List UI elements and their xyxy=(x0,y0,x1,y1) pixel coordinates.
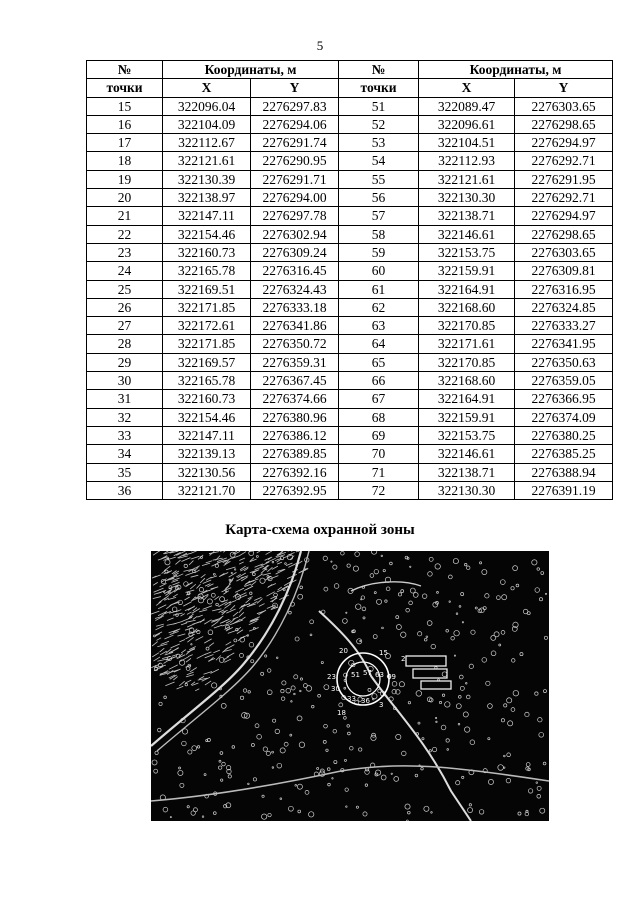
y-value-cell: 2276292.71 xyxy=(515,152,613,170)
map-point-label: 20 xyxy=(339,647,348,655)
x-value-cell: 322130.56 xyxy=(163,463,251,481)
map-point-label: 2 xyxy=(401,655,406,663)
point-number-cell: 56 xyxy=(339,189,419,207)
point-number-cell: 51 xyxy=(339,97,419,115)
y-value-cell: 2276291.71 xyxy=(251,170,339,188)
point-number-cell: 33 xyxy=(87,426,163,444)
map-point-label: 23 xyxy=(327,673,336,681)
table-row xyxy=(87,481,613,499)
y-value-cell: 2276350.63 xyxy=(515,353,613,371)
point-number-cell: 70 xyxy=(339,445,419,463)
y-value-cell: 2276291.74 xyxy=(251,134,339,152)
y-value-cell: 2276380.96 xyxy=(251,408,339,426)
point-number-cell: 19 xyxy=(87,170,163,188)
table-row xyxy=(87,463,613,481)
point-number-cell: 53 xyxy=(339,134,419,152)
table-row xyxy=(87,262,613,280)
y-header: Y xyxy=(515,79,613,97)
x-value-cell: 322160.73 xyxy=(163,390,251,408)
x-value-cell: 322146.61 xyxy=(419,445,515,463)
point-number-cell: 25 xyxy=(87,280,163,298)
point-number-cell: 28 xyxy=(87,335,163,353)
x-value-cell: 322160.73 xyxy=(163,243,251,261)
x-value-cell: 322089.47 xyxy=(419,97,515,115)
x-value-cell: 322153.75 xyxy=(419,426,515,444)
point-number-cell: 18 xyxy=(87,152,163,170)
y-value-cell: 2276290.95 xyxy=(251,152,339,170)
point-number-cell: 55 xyxy=(339,170,419,188)
x-value-cell: 322153.75 xyxy=(419,243,515,261)
y-value-cell: 2276324.85 xyxy=(515,298,613,316)
table-row xyxy=(87,243,613,261)
map-point-label: 33 xyxy=(347,695,356,703)
y-value-cell: 2276389.85 xyxy=(251,445,339,463)
x-value-cell: 322121.61 xyxy=(419,170,515,188)
point-number-cell: 65 xyxy=(339,353,419,371)
point-number-cell: 20 xyxy=(87,189,163,207)
y-value-cell: 2276303.65 xyxy=(515,97,613,115)
point-number-cell: 22 xyxy=(87,225,163,243)
table-row xyxy=(87,115,613,133)
x-value-cell: 322170.85 xyxy=(419,353,515,371)
point-number-cell: 62 xyxy=(339,298,419,316)
table-header xyxy=(87,61,613,98)
table-row xyxy=(87,317,613,335)
table-row xyxy=(87,372,613,390)
point-number-cell: 66 xyxy=(339,372,419,390)
point-number-cell: 63 xyxy=(339,317,419,335)
y-value-cell: 2276350.72 xyxy=(251,335,339,353)
map-point-label: 36 xyxy=(361,697,370,705)
point-number-cell: 15 xyxy=(87,97,163,115)
y-value-cell: 2276316.95 xyxy=(515,280,613,298)
y-value-cell: 2276294.00 xyxy=(251,189,339,207)
map-scheme-image xyxy=(151,551,549,821)
y-value-cell: 2276341.86 xyxy=(251,317,339,335)
y-value-cell: 2276291.95 xyxy=(515,170,613,188)
x-value-cell: 322154.46 xyxy=(163,408,251,426)
point-number-cell: 16 xyxy=(87,115,163,133)
table-row xyxy=(87,426,613,444)
y-header: Y xyxy=(251,79,339,97)
map-drawing xyxy=(151,551,549,821)
map-point-label: 57 xyxy=(363,669,372,677)
y-value-cell: 2276298.65 xyxy=(515,225,613,243)
point-number-cell: 27 xyxy=(87,317,163,335)
x-value-cell: 322171.85 xyxy=(163,335,251,353)
x-value-cell: 322164.91 xyxy=(419,280,515,298)
x-value-cell: 322168.60 xyxy=(419,298,515,316)
y-value-cell: 2276303.65 xyxy=(515,243,613,261)
x-value-cell: 322169.57 xyxy=(163,353,251,371)
point-number-cell: 54 xyxy=(339,152,419,170)
map-point-label: 15 xyxy=(379,649,388,657)
point-number-cell: 24 xyxy=(87,262,163,280)
point-number-cell: 71 xyxy=(339,463,419,481)
point-number-cell: 21 xyxy=(87,207,163,225)
map-point-label: 30 xyxy=(331,685,340,693)
y-value-cell: 2276297.83 xyxy=(251,97,339,115)
point-number-cell: 72 xyxy=(339,481,419,499)
point-number-header: № xyxy=(339,61,419,79)
map-point-label: 3 xyxy=(379,701,384,709)
x-value-cell: 322104.51 xyxy=(419,134,515,152)
x-value-cell: 322130.39 xyxy=(163,170,251,188)
point-number-cell: 64 xyxy=(339,335,419,353)
point-number-cell: 23 xyxy=(87,243,163,261)
table-row xyxy=(87,408,613,426)
point-number-cell: 68 xyxy=(339,408,419,426)
x-value-cell: 322112.93 xyxy=(419,152,515,170)
point-number-cell: 17 xyxy=(87,134,163,152)
table-row xyxy=(87,97,613,115)
x-value-cell: 322171.61 xyxy=(419,335,515,353)
y-value-cell: 2276374.09 xyxy=(515,408,613,426)
y-value-cell: 2276359.31 xyxy=(251,353,339,371)
coordinates-header: Координаты, м xyxy=(419,61,613,79)
x-value-cell: 322164.91 xyxy=(419,390,515,408)
table-row xyxy=(87,445,613,463)
x-value-cell: 322159.91 xyxy=(419,262,515,280)
point-number-cell: 26 xyxy=(87,298,163,316)
table-row xyxy=(87,280,613,298)
point-number-cell: 52 xyxy=(339,115,419,133)
coordinates-header: Координаты, м xyxy=(163,61,339,79)
x-value-cell: 322159.91 xyxy=(419,408,515,426)
x-value-cell: 322121.61 xyxy=(163,152,251,170)
point-number-cell: 35 xyxy=(87,463,163,481)
point-label-header: точки xyxy=(87,79,163,97)
table-row xyxy=(87,335,613,353)
y-value-cell: 2276309.24 xyxy=(251,243,339,261)
table-row xyxy=(87,134,613,152)
y-value-cell: 2276392.16 xyxy=(251,463,339,481)
y-value-cell: 2276292.71 xyxy=(515,189,613,207)
table-row xyxy=(87,189,613,207)
x-value-cell: 322138.97 xyxy=(163,189,251,207)
y-value-cell: 2276392.95 xyxy=(251,481,339,499)
x-header: X xyxy=(419,79,515,97)
y-value-cell: 2276298.65 xyxy=(515,115,613,133)
y-value-cell: 2276374.66 xyxy=(251,390,339,408)
point-number-cell: 30 xyxy=(87,372,163,390)
x-value-cell: 322104.09 xyxy=(163,115,251,133)
y-value-cell: 2276388.94 xyxy=(515,463,613,481)
y-value-cell: 2276294.97 xyxy=(515,207,613,225)
y-value-cell: 2276294.06 xyxy=(251,115,339,133)
x-value-cell: 322147.11 xyxy=(163,426,251,444)
y-value-cell: 2276385.25 xyxy=(515,445,613,463)
point-number-cell: 67 xyxy=(339,390,419,408)
point-number-cell: 29 xyxy=(87,353,163,371)
table-row xyxy=(87,152,613,170)
table-row xyxy=(87,207,613,225)
map-point-label: 18 xyxy=(337,709,346,717)
y-value-cell: 2276366.95 xyxy=(515,390,613,408)
y-value-cell: 2276324.43 xyxy=(251,280,339,298)
table-row xyxy=(87,170,613,188)
y-value-cell: 2276333.18 xyxy=(251,298,339,316)
x-value-cell: 322171.85 xyxy=(163,298,251,316)
y-value-cell: 2276341.95 xyxy=(515,335,613,353)
x-header: X xyxy=(163,79,251,97)
x-value-cell: 322138.71 xyxy=(419,207,515,225)
point-number-cell: 69 xyxy=(339,426,419,444)
x-value-cell: 322130.30 xyxy=(419,189,515,207)
x-value-cell: 322165.78 xyxy=(163,372,251,390)
y-value-cell: 2276294.97 xyxy=(515,134,613,152)
map-point-label: 69 xyxy=(387,673,396,681)
x-value-cell: 322139.13 xyxy=(163,445,251,463)
y-value-cell: 2276333.27 xyxy=(515,317,613,335)
x-value-cell: 322096.04 xyxy=(163,97,251,115)
y-value-cell: 2276367.45 xyxy=(251,372,339,390)
point-number-cell: 34 xyxy=(87,445,163,463)
point-number-cell: 31 xyxy=(87,390,163,408)
y-value-cell: 2276380.25 xyxy=(515,426,613,444)
x-value-cell: 322165.78 xyxy=(163,262,251,280)
x-value-cell: 322170.85 xyxy=(419,317,515,335)
table-row xyxy=(87,225,613,243)
x-value-cell: 322146.61 xyxy=(419,225,515,243)
x-value-cell: 322121.70 xyxy=(163,481,251,499)
point-number-cell: 57 xyxy=(339,207,419,225)
point-number-header: № xyxy=(87,61,163,79)
x-value-cell: 322112.67 xyxy=(163,134,251,152)
point-number-cell: 59 xyxy=(339,243,419,261)
y-value-cell: 2276316.45 xyxy=(251,262,339,280)
point-number-cell: 58 xyxy=(339,225,419,243)
table-body xyxy=(87,97,613,500)
point-label-header: точки xyxy=(339,79,419,97)
x-value-cell: 322168.60 xyxy=(419,372,515,390)
x-value-cell: 322172.61 xyxy=(163,317,251,335)
y-value-cell: 2276386.12 xyxy=(251,426,339,444)
x-value-cell: 322130.30 xyxy=(419,481,515,499)
table-row xyxy=(87,298,613,316)
y-value-cell: 2276309.81 xyxy=(515,262,613,280)
coordinates-table xyxy=(86,60,613,500)
table-row xyxy=(87,353,613,371)
table-row xyxy=(87,390,613,408)
point-number-cell: 36 xyxy=(87,481,163,499)
map-title: Карта-схема охранной зоны xyxy=(225,522,415,538)
map-point-label: 51 xyxy=(351,671,360,679)
point-number-cell: 60 xyxy=(339,262,419,280)
y-value-cell: 2276391.19 xyxy=(515,481,613,499)
y-value-cell: 2276359.05 xyxy=(515,372,613,390)
y-value-cell: 2276302.94 xyxy=(251,225,339,243)
y-value-cell: 2276297.78 xyxy=(251,207,339,225)
x-value-cell: 322147.11 xyxy=(163,207,251,225)
x-value-cell: 322138.71 xyxy=(419,463,515,481)
page-number: 5 xyxy=(316,38,324,53)
x-value-cell: 322154.46 xyxy=(163,225,251,243)
x-value-cell: 322169.51 xyxy=(163,280,251,298)
point-number-cell: 61 xyxy=(339,280,419,298)
map-point-label: 63 xyxy=(375,671,384,679)
point-number-cell: 32 xyxy=(87,408,163,426)
x-value-cell: 322096.61 xyxy=(419,115,515,133)
